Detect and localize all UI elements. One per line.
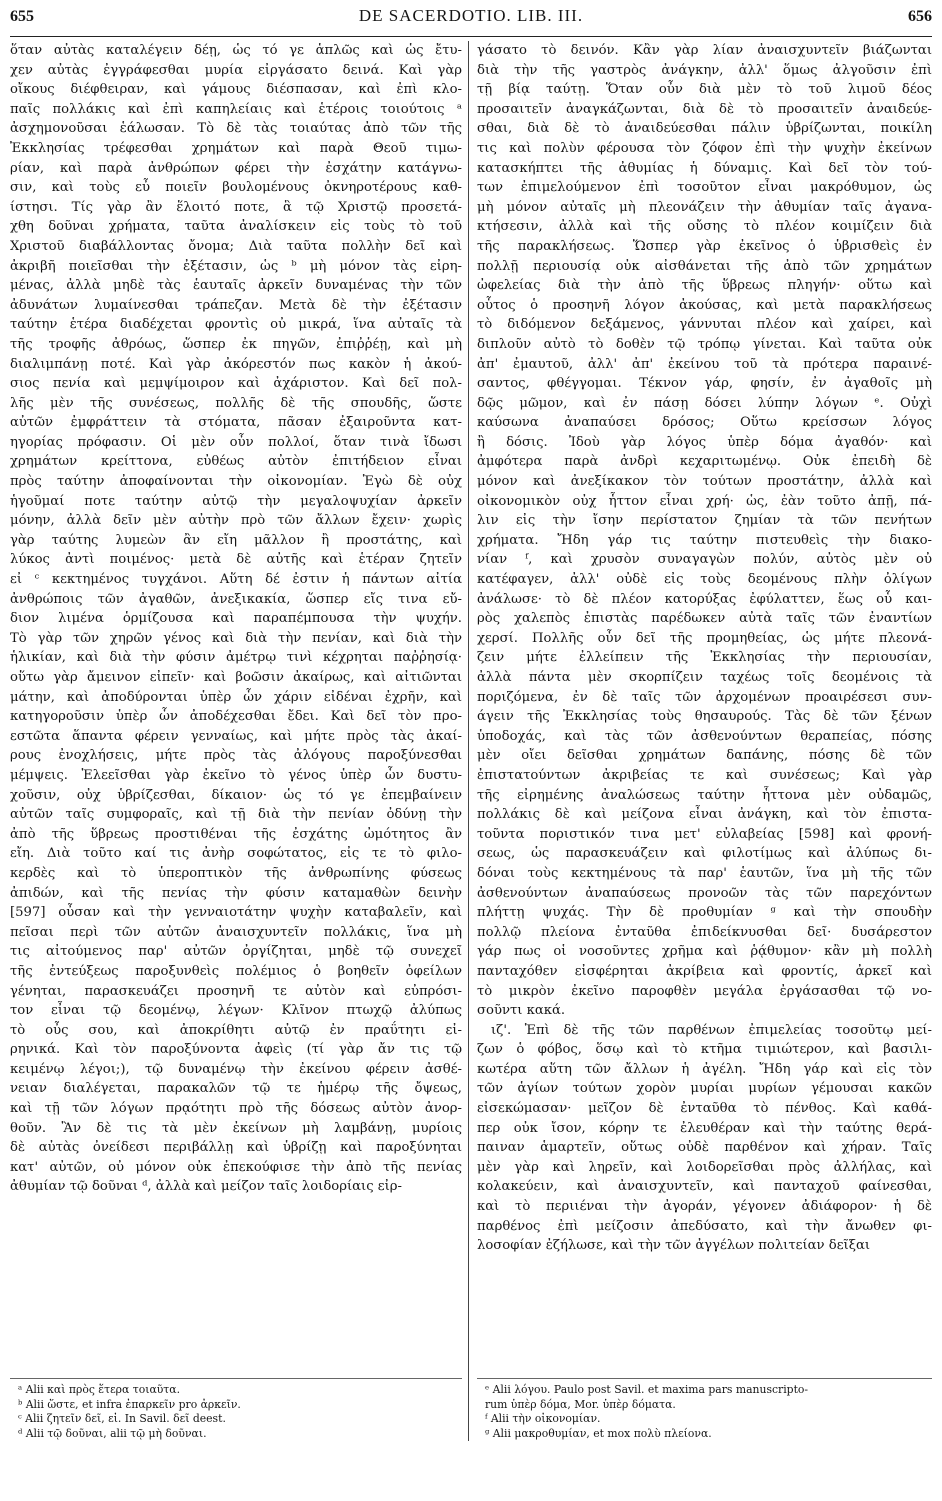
text-line: ποριζόμενα, ἐν δὲ ταῖς τῶν ἀρχομένων προαιρέσεσι συν- (477, 689, 932, 705)
running-title: DE SACERDOTIO. LIB. III. (358, 6, 584, 25)
text-line: χρήματα. Ἤδη γάρ τις ταύτην πιστευθεὶς τὴν διακο- (477, 532, 932, 548)
text-line: περ οὐκ ἴσον, κόρην τε ἐλευθέραν καὶ τὴν ταύτης θερά- (477, 1120, 932, 1136)
text-line: ἐπιστατούντων ἀκριβείας τε καὶ συνέσεως; Καὶ γὰρ (477, 767, 932, 783)
text-line: μὲν οἴει δεῖσθαι χρημάτων δαπάνης, πόσης δὲ τῶν (477, 748, 932, 764)
text-line: σιν, καὶ τοὺς εὖ ποιεῖν βουλομένους ὀκνηροτέρους καθ- (10, 180, 462, 196)
text-line: δόναι τοὺς κεκτημένους τὰ παρ' ἑαυτῶν, ἵνα μὴ τῆς τῶν (477, 865, 932, 881)
text-line: γένηται, παρασκευάζει προσηνῆ τε αὐτὸν καὶ εὐπρόσι- (10, 983, 462, 999)
text-line: πολλῇ περιουσίᾳ οὐκ αἰσθάνεται τῆς ἀπὸ τῶν χρημάτων (477, 258, 932, 274)
text-line: ταύτην ἑτέρα διαδέχεται φροντὶς οὐ μικρά, ἵνα αὐταῖς τὰ (10, 317, 462, 333)
text-line: χοῦσιν, οὐχ ὑβρίζεσθαι, δίκαιον· ὡς τό γε ἐπεμβαίνειν (10, 787, 462, 803)
text-line: ρους ἐνοχλήσεις, μήτε πρὸς τὰς ἀλόγους παροξύνεσθαι (10, 748, 462, 764)
text-line: τὸ μικρὸν ἐκεῖνο παροφθὲν μεγάλα ἐργάσασθαι τῷ νο- (477, 983, 932, 999)
text-line: οὕτω γὰρ ἄμεινον εἰπεῖν· καὶ βοῶσιν ἀκαίρως, καὶ αἰτιῶνται (10, 670, 462, 685)
right-column-text (477, 41, 932, 1374)
text-line: νειαν διαλέγεται, παρακαλῶν τῷ τε ἡμέρῳ τῆς ὄψεως, (10, 1081, 462, 1097)
text-line: τις καὶ πολὺν φέρουσα τὸν ζόφον ἐπὶ τὴν ψυχὴν ἐκείνων (477, 140, 932, 156)
text-line: χεν αὐτὰς ἐγγράφεσθαι μυρία εἰργάσατο δεινά. Καὶ γὰρ (10, 62, 462, 78)
text-line: παῖς πολλάκις καὶ ἐπὶ καπηλείαις καὶ ἑτέροις τοιούτοις ᵃ (10, 101, 462, 117)
text-line: ἀπὸ τῆς ὕβρεως προστιθέναι τῆς ἐσχάτης ὠμότητος ἂν (10, 826, 462, 842)
text-line: διὰ τὴν τῆς γαστρὸς ἀνάγκην, ἀλλ' ὅμως ἀλγοῦσιν ἐπὶ (477, 62, 932, 78)
text-line: λοσοφίαν ἐζήλωσε, καὶ τὴν τῶν ἀγγέλων πολιτείαν δεῖξαι (477, 1238, 871, 1254)
footnote: ᵃ Alii καὶ πρὸς ἕτερα τοιαῦτα. (18, 1383, 181, 1396)
text-line: σιος πενία καὶ μεμψίμοιρον καὶ ἀχάριστον. Καὶ δεῖ πολ- (10, 376, 462, 392)
right-footnotes (477, 1378, 932, 1441)
text-line: πολλάκις δὲ καὶ μείζονα εἶναι ἀνάγκη, καὶ τὸν ἐπιστα- (477, 807, 932, 823)
footnote: ᶜ Alii ζητεῖν δεῖ, εἰ. In Savil. δεῖ deest. (18, 1412, 226, 1425)
text-line: ἢ δόσις. Ἰδοὺ γὰρ λόγος ὑπὲρ δόμα ἀγαθόν· καὶ (477, 434, 932, 450)
text-line: των ἐπιμελούμενον ἐπὶ τοσοῦτον εἶναι μακρόθυμον, ὡς (477, 180, 932, 196)
text-line: ἀμφότερα παρὰ ἀνδρὶ κεχαριτωμένῳ. Οὐκ ἐπειδὴ δὲ (477, 454, 932, 470)
text-line: τὸ διδόμενον δεξάμενος, γάννυται πλέον καὶ χαίρει, καὶ (477, 317, 932, 333)
text-line: εἰσεκώμασαν· μεῖζον δὲ ἐνταῦθα τὸ πένθος. Καὶ καθά- (477, 1101, 932, 1117)
text-line: διπλοῦν αὐτὸ τὸ δοθὲν τῷ τρόπῳ γίνεται. Καὶ ταῦτα οὐκ (477, 336, 932, 352)
text-line: εἰ ᶜ κεκτημένος τυγχάνοι. Αὕτη δέ ἐστιν ἡ πάντων αἰτία (10, 572, 462, 588)
text-line: σοῦντι κακά. (477, 1003, 566, 1019)
text-line: κατέφαγεν, ἀλλ' οὐδὲ εἰς τοὺς δεομένους πλὴν ὀλίγων (477, 572, 932, 588)
text-line: πανταχόθεν εἰσφέρηται ἀκρίβεια καὶ φροντίς, ἀρκεῖ καὶ (477, 963, 932, 979)
text-line: κειμένῳ λέγοι;), τῷ δυναμένῳ τὴν ἐκείνου φέρειν ἀσθέ- (10, 1061, 462, 1077)
text-line: κτήσεσιν, ἀλλὰ καὶ τῆς οὔσης τὸ πλέον κοιμίζειν διὰ (477, 219, 932, 235)
text-line: ζειν μήτε ἐλλείπειν τῆς Ἐκκλησίας τὴν περιουσίαν, (477, 650, 932, 666)
footnote: ᵉ Alii λόγου. Paulo post Savil. et maxima pars manuscripto- (485, 1383, 809, 1396)
text-line: καὶ τῇ τῶν λόγων πρᾳότητι πρὸ τῆς δόσεως αὐτὸν ἀνορ- (10, 1101, 462, 1117)
text-line: ἀδυνάτων λυμαίνεσθαι τράπεζαν. Μετὰ δὲ τὴν ἐξέτασιν (10, 297, 462, 313)
text-line: ὠφελείας διὰ τὴν ἀπὸ τῆς ὕβρεως πληγήν· οὕτω καὶ (477, 278, 932, 294)
text-line: κωτέρα αὕτη τῶν ἄλλων ἡ ἀγέλη. Ἤδη γάρ καὶ εἰς τὸν (477, 1061, 932, 1077)
text-line: διον λιμένα ὁρμίζουσα καὶ παραπέμπουσα τὴν ψυχήν. (10, 611, 462, 627)
text-line: δῷς μῶμον, καὶ ἐν πάσῃ δόσει λύπην λόγων ᵉ. Οὐχὶ (477, 395, 932, 411)
text-line: δὲ αὐτὰς ὀνείδεσι περιβάλλῃ καὶ ὑβρίζῃ καὶ παροξύνηται (10, 1140, 462, 1156)
text-line: νίαν ᶠ, καὶ χρυσὸν συναγαγὼν πολύν, αὐτὸς μὲν οὐ (477, 552, 932, 568)
text-line: ρηνικά. Καὶ τὸν παροξύνοντα ἀφεὶς (τί γὰρ ἄν τις τῷ (10, 1042, 462, 1058)
text-line: ἀσθενούντων ἀναπαύσεως προνοῶν τὰς τῶν παρεχόντων (477, 885, 932, 901)
text-line: λιν εἰς τὴν ἴσην περίστατον ζημίαν τὰ τῶν πενήτων (477, 513, 932, 529)
left-column (10, 41, 469, 1441)
text-line: θοῦν. Ἂν δὲ τις τὰ μὲν ἐκείνων μὴ λαμβάνῃ, μυρίοις (10, 1120, 462, 1136)
text-line: άγειν τῆς Ἐκκλησίας τοὺς θησαυρούς. Τὰς δὲ τῶν ξένων (477, 709, 932, 725)
text-line: ἀπιδών, καὶ τῆς πενίας τὴν φύσιν καταμαθὼν δεινὴν (10, 885, 462, 901)
left-footnotes (10, 1378, 462, 1441)
text-line: μὴ μόνον αὐταῖς μὴ πλεονάζειν τὴν ἀθυμίαν ταῖς ἀγανα- (477, 199, 932, 215)
text-line: τῆς παρακλήσεως. Ὥσπερ γὰρ ἐκεῖνος ὁ ὑβρισθεὶς ἐν (477, 238, 932, 254)
text-line: μόνην, ἀλλὰ δεῖν μὲν αὐτὴν πρὸ τῶν ἄλλων ἔχειν· χωρὶς (10, 513, 462, 529)
right-page-number: 656 (907, 8, 932, 25)
text-line: τῆς εἰρημένης ἀναλώσεως ταύτην ἧττονα μὲν οὐδαμῶς, (477, 787, 932, 803)
text-line: ρὸς χαλεπὸς ἐπιστὰς παρέδωκεν αὐτὰ ταῖς τῶν ἐναντίων (477, 611, 932, 627)
footnote: ᵈ Alii τῷ δοῦναι, alii τῷ μὴ δοῦναι. (18, 1426, 207, 1440)
text-line: κατασκήπτει τῆς ἀθυμίας ἡ δύναμις. Καὶ δεῖ τὸν τού- (477, 160, 932, 176)
text-line: τὸ οὖς σου, καὶ ἀποκρίθητι αὐτῷ ἐν πραΰτητι εἰ- (10, 1022, 462, 1038)
running-header (10, 6, 932, 37)
text-line: καύσωνα ἀναπαύσει δρόσος; Οὕτω κρείσσων λόγος (477, 415, 932, 431)
text-line: πρὸς ταύτην ἀποφαίνονται τὴν οἰκονομίαν. Ἐγὼ δὲ οὐχ (10, 474, 462, 490)
text-line: τῆς ἐντεύξεως παροξυνθεὶς πολέμιος ὁ βοηθεῖν ὀφείλων (10, 963, 462, 979)
text-line: πεῖσαι περὶ τῶν αὐτῶν ἀναισχυντεῖν πολλάκις, ἵνα μὴ (10, 924, 462, 940)
footnote: ᵇ Alii ὥστε, et infra ἐπαρκεῖν pro ἀρκεῖν. (18, 1397, 241, 1411)
text-line: λύκος ἀντὶ ποιμένος· μετὰ δὲ αὐτῆς καὶ ἑτέραν ζητεῖν (10, 552, 462, 568)
two-column-body (10, 41, 932, 1441)
text-line: ηγορίας πρόφασιν. Οἱ μὲν οὖν πολλοί, ὅταν τινὰ ἴδωσι (10, 434, 462, 450)
text-line: προσαιτεῖν ἀναγκάζωνται, διὰ δὲ τὸ προσαιτεῖν ἀναιδεύε- (477, 101, 932, 117)
text-line: αὐτῶν ἐμφράττειν τὰ στόματα, πᾶσαν ἐξαιροῦντα κατ- (10, 415, 462, 431)
text-line: αὐτῶν ταῖς συμφοραῖς, καὶ τῇ διὰ τὴν πενίαν ὀδύνῃ τὴν (10, 807, 462, 823)
text-line: λῆς μὲν τῆς συνέσεως, πολλῆς δὲ τῆς σπουδῆς, ὥστε (10, 395, 462, 411)
text-line: γάρ πως οἱ νοσοῦντες χρῆμα καὶ ῥᾴθυμον· κἂν μὴ πολλὴ (477, 944, 932, 960)
text-line: γὰρ ταύτης λυμεὼν ἂν εἴη μᾶλλον ἢ προστάτης, καὶ (10, 532, 462, 548)
text-line: Ἐκκλησίας τρέφεσθαι χρημάτων καὶ παρὰ Θεοῦ τιμω- (10, 140, 462, 156)
text-line: σεως, ὡς παρασκευάζειν καὶ φιλοτίμως καὶ ἀλύπως δι- (477, 846, 932, 862)
text-line: Τὸ γὰρ τῶν χηρῶν γένος καὶ διὰ τὴν πενίαν, καὶ διὰ τὴν (10, 630, 462, 646)
footnote: ᶠ Alii τὴν οἰκονομίαν. (485, 1412, 601, 1425)
text-line: πολλῷ πλείονα ἐνταῦθα ἐπιδείκνυσθαι δεῖ· δυσάρεστον (477, 924, 932, 940)
text-line: μέμψεις. Ἐλεεῖσθαι γὰρ ἐκεῖνο τὸ γένος ὑπὲρ ὧν δυστυ- (10, 767, 462, 783)
left-column-text (10, 41, 462, 1374)
text-line: ἀνάλωσε· τὸ δὲ πλέον κατορύξας ἐφύλαττεν, ἕως οὗ και- (477, 591, 932, 607)
text-line: γάσατο τὸ δεινόν. Κἂν γὰρ λίαν ἀναισχυντεῖν βιάζωνται (477, 43, 932, 58)
text-line: οἴκους διέφθειραν, καὶ γάμους διέσπασαν, καὶ ἐπὶ κλο- (10, 82, 462, 98)
text-line: χερσί. Πολλῆς οὖν δεῖ τῆς προμηθείας, ὡς μήτε πλεονά- (477, 630, 932, 646)
text-line: κατηγοροῦσιν ὑπὲρ ὧν ἀποδέχεσθαι ἔδει. Καὶ δεῖ τὸν προ- (10, 709, 462, 725)
text-line: ἀθυμίαν τῷ δοῦναι ᵈ, ἀλλὰ καὶ μείζον ταῖς λοιδορίαις εἰρ- (10, 1179, 402, 1195)
text-line: χρημάτων κρείττονα, εὐθέως αὐτὸν ἐπιτήδειον εἶναι (10, 454, 462, 470)
text-line: τῶν ἁγίων τούτων χορὸν μυρίαι μυρίων γέμουσαι κακῶν (477, 1081, 932, 1097)
text-line: ἀκριβῆ ποιεῖσθαι τὴν ἐξέτασιν, ὡς ᵇ μὴ μόνον τὰς εἰρη- (10, 258, 462, 274)
footnote: rum ὑπὲρ δόμα, Mor. ὑπὲρ δόματα. (485, 1397, 676, 1411)
text-line: χθη δοῦναι χρήματα, ταῦτα ἀναλίσκειν εἰς τοὺς τὸ τοῦ (10, 219, 462, 235)
text-line: ίστησι. Τίς γὰρ ἂν ἕλοιτό ποτε, ἃ τῷ Χριστῷ προσετά- (10, 199, 462, 215)
text-line: ὑποδοχάς, καὶ τὰς τῶν ἀσθενούντων θεραπείας, πόσης (477, 728, 932, 744)
text-line: κερδὲς καὶ τὸ ὑπεροπτικὸν τῆς ἀνθρωπίνης φύσεως (10, 865, 462, 881)
text-line: καὶ τὸ περιιέναι τὴν ἀγοράν, γέγονεν ἀδιάφορον· ἡ δὲ (477, 1199, 932, 1215)
text-line: διαλιμπάνῃ ποτέ. Καὶ γὰρ ἀκόρεστόν πως κακὸν ἡ ἀκού- (10, 356, 462, 372)
left-page-number: 655 (10, 8, 34, 25)
text-line: ζων ὁ φόβος, ὅσῳ καὶ τὸ κτῆμα τιμιώτερον, καὶ βασιλι- (477, 1042, 932, 1058)
text-line: ὅταν αὐτὰς καταλέγειν δέῃ, ὡς τό γε ἁπλῶς καὶ ὡς ἔτυ- (10, 43, 462, 58)
text-line: παιναν ἁμαρτεῖν, οὕτως οὐδὲ παρθένον καὶ χήραν. Ταῖς (477, 1140, 932, 1156)
text-line: εἴη. Διὰ τοῦτο καί τις ἀνὴρ σοφώτατος, εἰς τε τὸ φιλο- (10, 846, 462, 862)
text-line: σθαι, διὰ δὲ τὸ ἀναιδεύεσθαι πάλιν ὑβρίζωνται, ποικίλη (477, 121, 932, 137)
text-line: ἀλλὰ πάντα μὲν σκορπίζειν ταχέως τοῖς δεομένοις τὰ (477, 670, 932, 685)
text-line: πλήττῃ ψυχάς. Τὴν δὲ προθυμίαν ᵍ καὶ τὴν σπουδὴν (477, 905, 932, 921)
right-column (469, 41, 932, 1441)
text-line: μὲν γὰρ καὶ ληρεῖν, καὶ λοιδορεῖσθαι πρὸς ἀλλήλας, καὶ (477, 1159, 932, 1175)
text-line: κολακεύειν, καὶ ἀναισχυντεῖν, καὶ πανταχοῦ φαίνεσθαι, (477, 1179, 932, 1195)
text-line: ρίαν, καὶ παρὰ ἀνθρώπων φέρει τὴν ἐσχάτην κατάγνω- (10, 160, 462, 176)
text-line: παρθένος ἐπὶ μείζοσιν ἀπεδύσατο, καὶ τὴν ἄνωθεν φι- (477, 1218, 932, 1234)
text-line: ἀπ' ἐμαυτοῦ, ἀλλ' ἀπ' ἐκείνου τοῦ τὰ πρότερα παραινέ- (477, 356, 932, 372)
text-line: σαντος, φθέγγομαι. Τέκνον γάρ, φησίν, ἐν ἀγαθοῖς μὴ (477, 376, 932, 392)
text-line: ἀνθρώποις τῶν ἀγαθῶν, ἀνεξικακία, ὥσπερ εἴς τινα εὔ- (10, 591, 462, 607)
text-line: οὗτος ὁ προσηνῆ λόγον ἀκούσας, καὶ μετὰ παρακλήσεως (477, 297, 932, 313)
text-line: τον εἶναι τῷ δεομένῳ, λέγων· Κλῖνον πτωχῷ ἀλύπως (10, 1003, 462, 1019)
text-line: ιζ'. Ἐπὶ δὲ τῆς τῶν παρθένων ἐπιμελείας τοσοῦτῳ μεί- (491, 1022, 932, 1038)
text-line: ἡλικίαν, καὶ διὰ τὴν φύσιν ἀμέτρῳ τινὶ κέχρηται παῤῥησίᾳ· (10, 650, 462, 666)
text-line: μένας, ἀλλὰ μηδὲ τὰς ἑαυταῖς ἀρκεῖν δυναμένας τὴν τῶν (10, 278, 462, 294)
text-line: ἡγοῦμαί ποτε ταύτην αὐτῷ τὴν μεγαλοψυχίαν ἀρκεῖν (10, 493, 462, 509)
text-line: μάτην, καὶ ἀποδύρονται ὑπὲρ ὧν χάριν εἰδέναι ἐχρῆν, καὶ (10, 689, 462, 705)
text-line: μόνον καὶ ἀνεξίκακον τὸν τούτων προστάτην, ἀλλὰ καὶ (477, 474, 932, 490)
text-line: τῇ βίᾳ ταύτῃ. Ὅταν οὖν διὰ μὲν τὸ τοῦ λιμοῦ δέος (477, 82, 932, 98)
text-line: Χριστοῦ διαβάλλοντας ὄνομα; Διὰ ταῦτα πολλὴν δεῖ καὶ (10, 238, 462, 254)
text-line: ἀσχημονοῦσαι ἑάλωσαν. Τὸ δὲ τὰς τοιαύτας ἀπὸ τῶν τῆς (10, 121, 462, 137)
text-line: τις αἰτούμενος παρ' αὐτῶν ὀργίζηται, μηδὲ τῷ συνεχεῖ (10, 944, 462, 960)
text-line: οἰκονομικὸν οὐχ ἧττον εἶναι χρή· ὡς, ἐὰν τοῦτο ἀπῇ, πά- (477, 493, 932, 509)
footnote: ᵍ Alii μακροθυμίαν, et mox πολὺ πλείονα. (485, 1426, 712, 1440)
text-line: εστῶτα ἅπαντα φέρειν γενναίως, καὶ μήτε πρὸς τὰς ἀκαί- (10, 728, 462, 744)
text-line: τῆς τροφῆς ἀθρόως, ὥσπερ ἐκ πηγῶν, ἐπιῤῥέῃ, καὶ μὴ (10, 336, 462, 352)
text-line: [597] οὖσαν καὶ τὴν γενναιοτάτην ψυχὴν καταβαλεῖν, καὶ (10, 905, 462, 921)
text-line: τοῦντα ποριστικόν τινα μετ' εὐλαβείας [598] καὶ φρονή- (477, 826, 932, 842)
text-line: κατ' αὐτῶν, οὐ μόνον οὐκ ἐπεκούφισε τὴν ἀπὸ τῆς πενίας (10, 1159, 462, 1175)
